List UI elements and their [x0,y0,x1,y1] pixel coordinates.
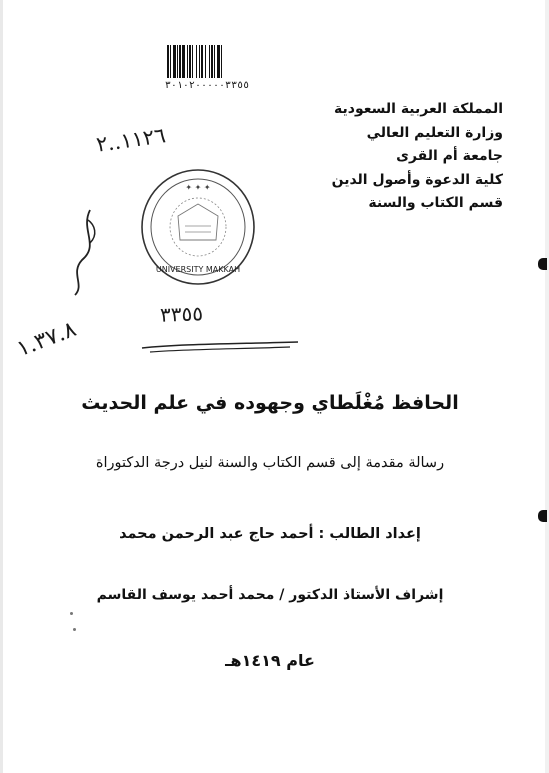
scan-edge-left [0,0,3,773]
scan-speck [70,612,73,615]
punch-hole-mark [538,510,547,522]
header-college: كلية الدعوة وأصول الدين [331,171,503,188]
header-university: جامعة أم القرى [396,148,503,164]
handwritten-scribble [60,205,120,300]
handwritten-code-left: ١.٣٧.٨ [13,316,80,363]
thesis-title: الحافظ مُغْلَطاي وجهوده في علم الحديث [81,392,459,414]
handwritten-accession-number: ٣٣٥٥ [159,301,204,327]
header-ministry: وزارة التعليم العالي [366,124,503,141]
handwritten-underline [140,338,300,354]
scan-speck [73,628,76,631]
scan-edge-right [545,0,549,773]
institution-header [313,98,503,216]
seal-text: UNIVERSITY MAKKAH [155,265,241,274]
library-barcode [167,45,247,78]
barcode-number: ٣٠١٠٢٠٠٠٠٠٣٣٥٥ [164,80,250,91]
author-line: إعداد الطالب : أحمد حاج عبد الرحمن محمد [119,526,421,542]
supervisor-line: إشراف الأستاذ الدكتور / محمد أحمد يوسف القاسم [96,587,444,603]
handwritten-code-top: ١١٢٦..٢ [94,123,168,157]
svg-text:✦ ✦ ✦: ✦ ✦ ✦ [185,183,211,192]
header-department: قسم الكتاب والسنة [368,195,503,211]
thesis-subtitle: رسالة مقدمة إلى قسم الكتاب والسنة لنيل درجة الدكتوراة [95,455,445,471]
punch-hole-mark [538,258,547,270]
university-seal-stamp [138,166,258,288]
barcode-bar [222,45,224,78]
year-line: عام ١٤١٩هـ [225,651,315,670]
header-kingdom: المملكة العربية السعودية [334,101,503,117]
